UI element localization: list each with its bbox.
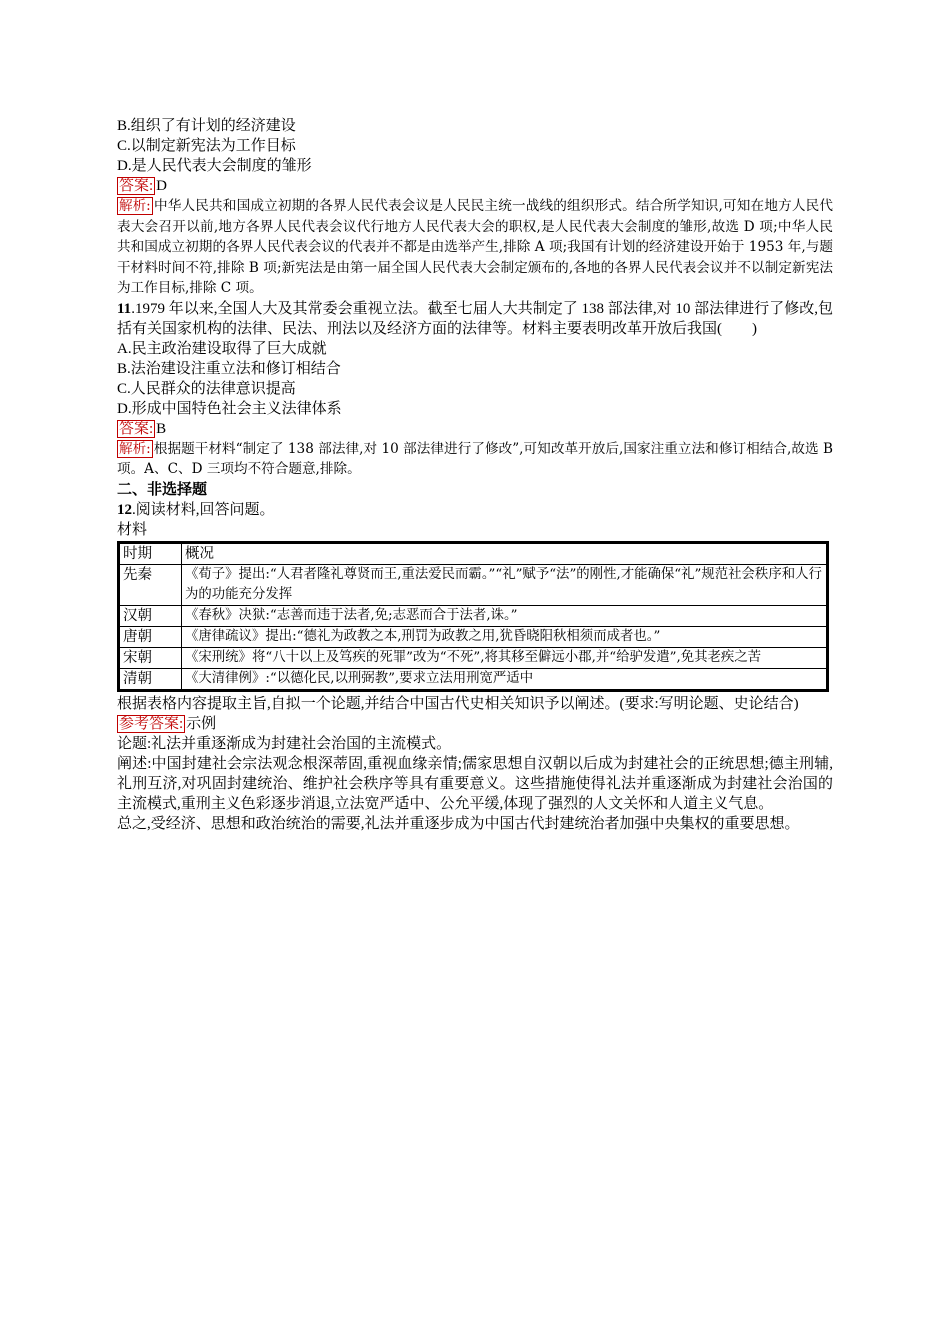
table-row <box>119 668 828 690</box>
q11-stem-text: .1979 年以来,全国人大及其常委会重视立法。截至七届人大共制定了 138 部法律,对 10 部法律进行了修改,包括有关国家机构的法律、民法、刑法以及经济方面的法律等。材料主要表明改革开放后我国( ) <box>117 300 833 337</box>
table-cell-period: 清朝 <box>119 668 182 690</box>
q10-option-b: B.组织了有计划的经济建设 <box>117 118 296 134</box>
q12-thesis: 论题:礼法并重逐渐成为封建社会治国的主流模式。 <box>117 735 452 752</box>
q11-answer <box>117 419 833 439</box>
q12-ref-answer <box>117 714 833 734</box>
table-cell-overview: 《荀子》提出:“人君者隆礼尊贤而王,重法爱民而霸。”“礼”赋予“法”的刚性,才能确保“礼”规范社会秩序和人行为的功能充分发挥 <box>182 564 828 605</box>
q10-option-c: C.以制定新宪法为工作目标 <box>117 138 296 154</box>
q11-stem <box>117 299 833 339</box>
table-cell-period: 先秦 <box>119 564 182 605</box>
q11-analysis-text: 根据题干材料“制定了 138 部法律,对 10 部法律进行了修改”,可知改革开放后,国家注重立法和修订相结合,故选 B 项。A、C、D 三项均不符合题意,排除。 <box>117 440 833 477</box>
table-header-row <box>119 542 828 564</box>
q12-stem-text: .阅读材料,回答问题。 <box>132 501 275 518</box>
table-cell-overview: 《唐律疏议》提出:“德礼为政教之本,刑罚为政教之用,犹昏晓阳秋相须而成者也。” <box>182 626 828 647</box>
table-row <box>119 564 828 605</box>
table-header-cell: 概况 <box>182 542 828 564</box>
q11-option-c: C.人民群众的法律意识提高 <box>117 380 296 397</box>
analysis-label: 解析: <box>119 198 151 214</box>
analysis-label: 解析: <box>119 440 151 457</box>
q11-option-a: A.民主政治建设取得了巨大成就 <box>117 340 327 357</box>
material-label: 材料 <box>117 521 148 538</box>
q11-option-b: B.法治建设注重立法和修订相结合 <box>117 360 341 377</box>
table-row <box>119 647 828 668</box>
document-page <box>117 116 833 834</box>
q11-number: 11 <box>117 300 132 317</box>
q12-number: 12 <box>117 501 132 518</box>
q10-analysis-text: 中华人民共和国成立初期的各界人民代表会议是人民民主统一战线的组织形式。结合所学知识,可知在地方人民代表大会召开以前,地方各界人民代表会议代行地方人民代表大会的职权,是人民代表大会制度的雏形,故选 D 项;中华人民共和国成立初期的各界人民代表会议的代表并不都是由选举产生,排除 A 项;我国有计划的经济建设开始于 1953 年,与题干材料时间不符,排除 B 项;新宪法是由第一届全国人民代表大会制定颁布的,各地的各界人民代表会议并不以制定新宪法为工作目标,排除 C 项。 <box>117 198 833 296</box>
table-row <box>119 626 828 647</box>
table-cell-period: 宋朝 <box>119 647 182 668</box>
table-cell-overview: 《大清律例》:“以德化民,以刑弼教”,要求立法用刑宽严适中 <box>182 668 828 690</box>
q12-elaboration: 阐述:中国封建社会宗法观念根深蒂固,重视血缘亲情;儒家思想自汉朝以后成为封建社会的正统思想;德主刑辅,礼刑互济,对巩固封建统治、维护社会秩序等具有重要意义。这些措施使得礼法并重逐渐成为封建社会治国的主流模式,重刑主义色彩逐步消退,立法宽严适中、公允平缓,体现了强烈的人文关怀和人道主义气息。 <box>117 755 833 812</box>
table-cell-period: 唐朝 <box>119 626 182 647</box>
ref-answer-label: 参考答案: <box>119 715 184 732</box>
material-table <box>117 541 829 692</box>
q10-analysis <box>117 196 833 299</box>
table-header-cell: 时期 <box>119 542 182 564</box>
ref-answer-suffix: 示例 <box>186 715 217 732</box>
q10-option-d: D.是人民代表大会制度的雏形 <box>117 158 312 174</box>
q11-option-d: D.形成中国特色社会主义法律体系 <box>117 400 342 417</box>
table-cell-period: 汉朝 <box>119 605 182 626</box>
answer-label: 答案: <box>119 178 154 194</box>
q12-question: 根据表格内容提取主旨,自拟一个论题,并结合中国古代史相关知识予以阐述。(要求:写明论题、史论结合) <box>117 695 799 712</box>
table-row <box>119 605 828 626</box>
q12-conclusion: 总之,受经济、思想和政治统治的需要,礼法并重逐步成为中国古代封建统治者加强中央集权的重要思想。 <box>117 815 800 832</box>
table-cell-overview: 《宋刑统》将“八十以上及笃疾的死罪”改为“不死”,将其移至僻远小郡,并“给驴发遣”,免其老疾之苦 <box>182 647 828 668</box>
q10-answer-value: D <box>156 178 168 194</box>
q10-answer <box>117 176 833 196</box>
q11-analysis <box>117 439 833 480</box>
section-title: 二、非选择题 <box>117 481 208 498</box>
answer-label: 答案: <box>119 420 154 437</box>
q11-answer-value: B <box>156 420 167 437</box>
table-cell-overview: 《春秋》决狱:“志善而违于法者,免;志恶而合于法者,诛。” <box>182 605 828 626</box>
q12-stem <box>117 500 833 520</box>
